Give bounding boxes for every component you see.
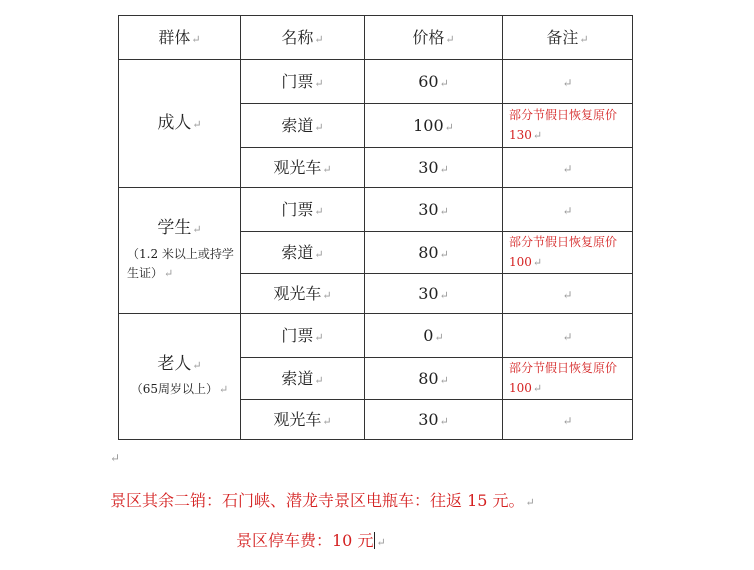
note-cell: 部分节假日恢复原价100↵: [503, 232, 633, 274]
item-cell: 门票↵: [241, 314, 365, 358]
group-cell-adult: [119, 60, 241, 188]
price-cell: 0↵: [365, 314, 503, 358]
item-cell: 门票↵: [241, 60, 365, 104]
group-name: 学生↵: [157, 218, 202, 239]
item-cell: 观光车↵: [241, 274, 365, 314]
table-row: [119, 188, 633, 232]
note-cell: ↵: [503, 188, 633, 232]
note-cell: 部分节假日恢复原价130↵: [503, 104, 633, 148]
price-cell: 80↵: [365, 358, 503, 400]
price-cell: 100↵: [365, 104, 503, 148]
header-note: 备注↵: [503, 16, 633, 60]
item-cell: 观光车↵: [241, 148, 365, 188]
parking-fee-line[interactable]: 景区停车费：10 元 ↵: [236, 531, 386, 550]
note-cell: ↵: [503, 314, 633, 358]
header-group: 群体↵: [119, 16, 241, 60]
item-cell: 索道↵: [241, 232, 365, 274]
note-cell: ↵: [503, 274, 633, 314]
item-cell: 门票↵: [241, 188, 365, 232]
note-cell: ↵: [503, 400, 633, 440]
header-price: 价格↵: [365, 16, 503, 60]
note-cell: ↵: [503, 148, 633, 188]
price-cell: 30↵: [365, 148, 503, 188]
group-cell-student: [119, 188, 241, 314]
item-cell: 索道↵: [241, 104, 365, 148]
group-name: 成人↵: [157, 113, 202, 134]
price-cell: 30↵: [365, 188, 503, 232]
price-cell: 30↵: [365, 400, 503, 440]
price-cell: 30↵: [365, 274, 503, 314]
item-cell: 观光车↵: [241, 400, 365, 440]
price-cell: 60↵: [365, 60, 503, 104]
group-sub: （1.2 米以上或持学生证）↵: [127, 246, 234, 280]
paragraph-mark: ↵: [110, 451, 121, 465]
note-cell: 部分节假日恢复原价100↵: [503, 358, 633, 400]
group-cell-senior: [119, 314, 241, 440]
item-cell: 索道↵: [241, 358, 365, 400]
extra-fees-line[interactable]: 景区其余二销：石门峡、潜龙寺景区电瓶车：往返 15 元。↵: [110, 491, 535, 510]
group-sub: （65周岁以上）↵: [130, 382, 229, 397]
price-cell: 80↵: [365, 232, 503, 274]
header-name: 名称↵: [241, 16, 365, 60]
note-cell: ↵: [503, 60, 633, 104]
price-table: [118, 15, 633, 440]
table-row: [119, 60, 633, 104]
group-name: 老人↵: [157, 353, 202, 374]
table-header-row: [119, 16, 633, 60]
table-row: [119, 314, 633, 358]
